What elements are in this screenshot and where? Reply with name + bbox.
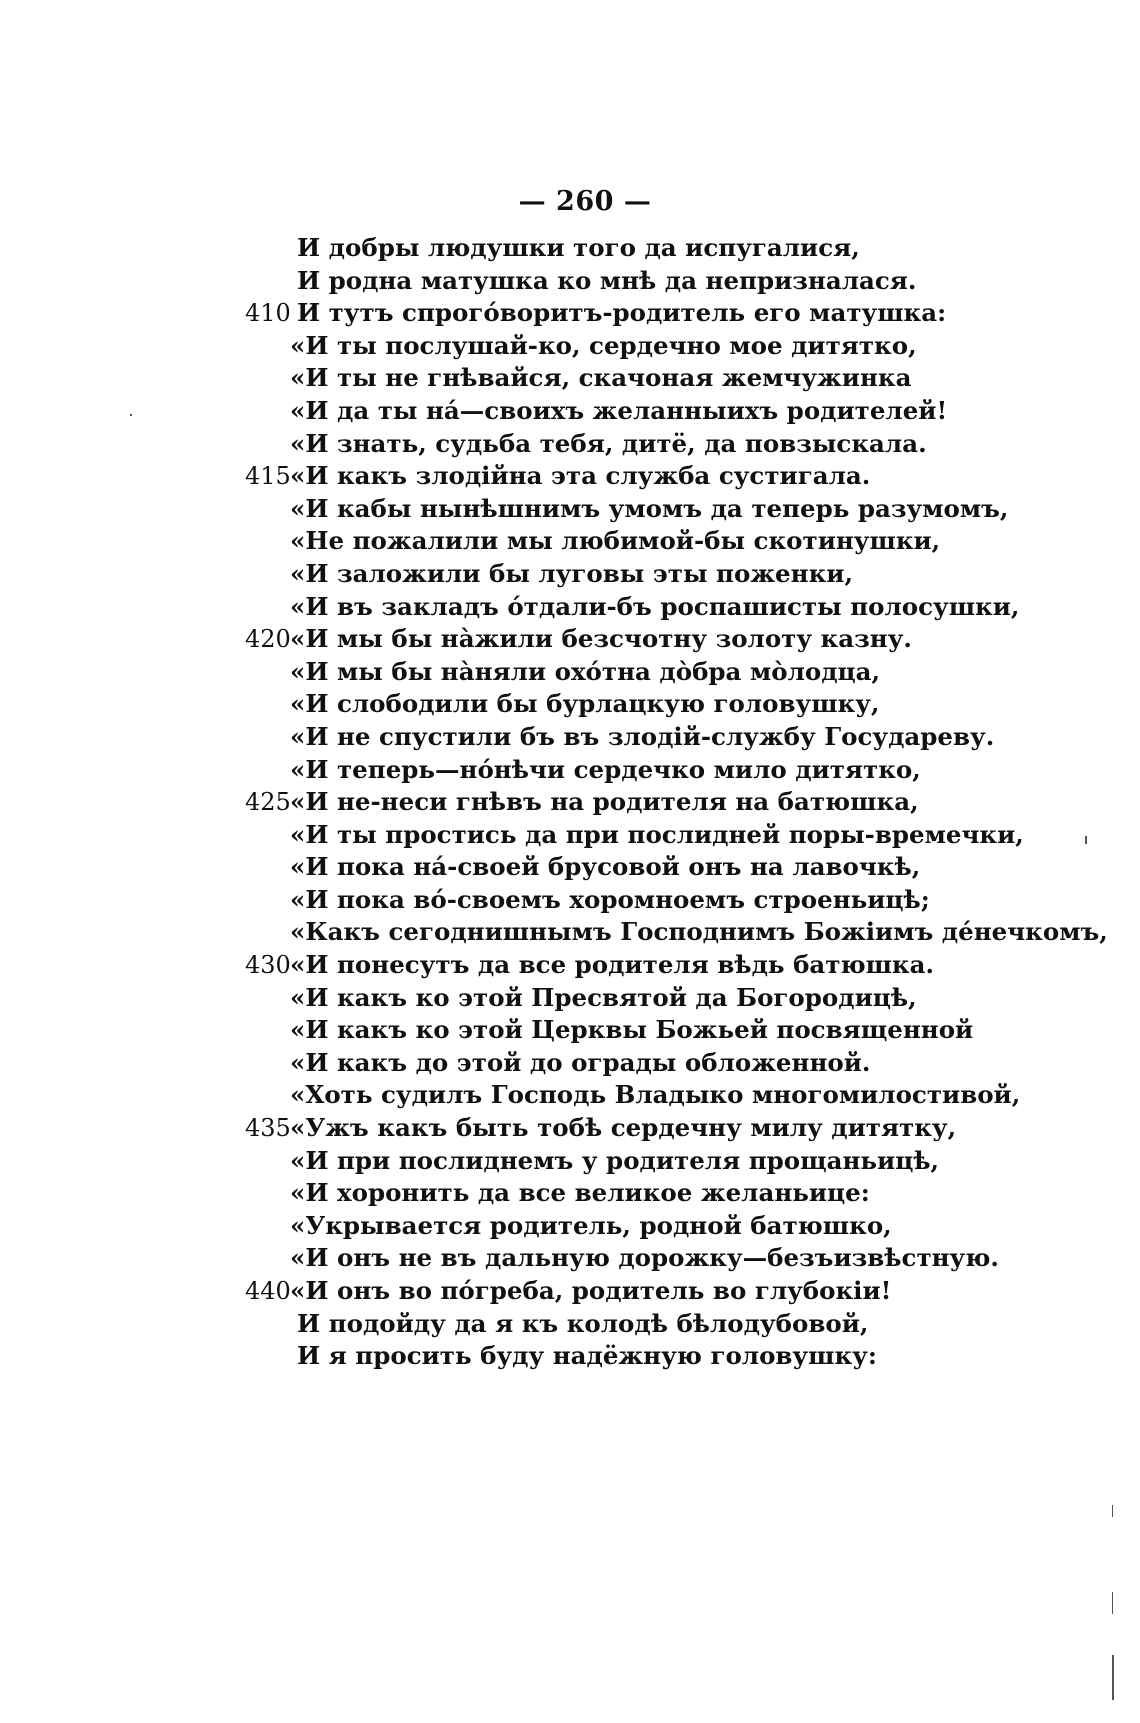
poem-line [245,754,1045,787]
line-text: «И понесутъ да все родителя вѣдь батюшка. [290,950,935,980]
line-text: «И да ты на́—своихъ желанныихъ родителей! [290,395,948,425]
poem-line [245,591,1045,624]
poem-line [245,525,1045,558]
poem-line [245,623,1045,656]
poem-line [245,1047,1045,1080]
poem-line [245,232,1045,265]
poem-line [245,428,1045,461]
poem-line [245,656,1045,689]
scan-mark [1112,1655,1114,1700]
line-text: «И мы бы на̀жили безсчотну золоту казну. [290,624,912,654]
poem-line [245,395,1045,428]
line-text: И подойду да я къ колодѣ бѣлодубовой, [297,1308,869,1338]
line-text: «И ты не гнѣвайся, скачоная жемчужинка [290,363,912,393]
poem-line [245,1014,1045,1047]
line-text: И добры людушки того да испугалися, [297,233,860,262]
poem-line [245,982,1045,1015]
poem-line [245,1112,1045,1145]
line-number: 420 [245,625,291,654]
line-text: И я просить буду надёжную головушку: [297,1341,877,1371]
line-text: «И хоронить да все великое желаньице: [290,1178,870,1208]
line-text: «И кабы нынѣшнимъ умомъ да теперь разумомъ, [290,493,1009,523]
line-text: «Ужъ какъ быть тобѣ сердечну милу дитятку, [290,1113,957,1143]
poem-line [245,265,1045,298]
line-text: И тутъ спрого́воритъ-родитель его матушка: [297,298,947,328]
scan-mark [1085,836,1087,844]
line-text: «И ты послушай-ко, сердечно мое дитятко, [290,330,917,360]
line-text: «И какъ ко этой Церквы Божьей посвященной [290,1015,974,1045]
line-text: «И ты простись да при послидней поры-времечки, [290,819,1024,849]
scan-mark [1112,1592,1113,1614]
line-text: «Укрывается родитель, родной батюшко, [290,1210,892,1240]
poem-line [245,1210,1045,1243]
line-text: «И какъ до этой до ограды обложенной. [290,1047,871,1077]
line-text: «И заложили бы лугoвы эты поженки, [290,558,853,588]
line-text: «И не спустили бъ въ злодій-службу Государеву. [290,721,995,751]
line-number: 425 [245,788,291,817]
poem-line [245,330,1045,363]
line-text: «И онъ не въ дальную дорожку—безъизвѣстную. [290,1243,999,1273]
line-number: 440 [245,1277,291,1305]
poem-line [245,1079,1045,1112]
line-text: И родна матушка ко мнѣ да непризналася. [297,265,917,295]
scan-mark [130,414,132,416]
line-text: «Не пожалили мы любимой-бы скотинушки, [290,526,941,556]
line-text: «И при послиднемъ у родителя прощаньицѣ, [290,1145,940,1175]
poem-text [245,232,1108,1373]
line-text: «И мы бы на̀няли охо́тна до̀бра мо̀лодца, [290,656,881,686]
poem-line [245,786,1045,819]
poem-line [245,819,1045,852]
scan-mark [1112,1505,1113,1517]
line-text: «И какъ злодійна эта служба сустигала. [290,461,871,491]
poem-line [245,558,1045,591]
poem-line [245,460,1045,493]
line-text: «И онъ во по́греба, родитель во глубокіи! [290,1276,892,1305]
poem-line [245,1308,1045,1341]
poem-line [245,1177,1045,1210]
poem-line [245,1145,1045,1178]
poem-line [245,916,1108,949]
poem-line [245,688,1045,721]
line-number: 410 [245,299,291,328]
line-text: «И пока во́-своемъ хоромноемъ строеньицѣ; [290,884,930,914]
line-text: «И теперь—но́нѣчи сердечко мило дитятко, [290,754,921,784]
poem-line [245,297,1045,330]
poem-line [245,362,1045,395]
line-text: «И слободили бы бурлацкую головушку, [290,689,880,719]
poem-line [245,949,1045,982]
line-text: «Хоть судилъ Господь Владыко многомилостивой, [290,1080,1021,1110]
poem-line [245,884,1045,917]
line-number: 435 [245,1114,291,1143]
line-text: «И знать, судьба тебя, дитё, да повзыскала. [290,428,927,458]
poem-line [245,851,1045,884]
poem-line [245,1275,1045,1308]
line-text: «И не-неси гнѣвъ на родителя на батюшка, [290,787,919,817]
poem-line [245,493,1045,526]
poem-line [245,1242,1045,1275]
line-text: «И въ закладъ о́тдали-бъ роспашисты полосушки, [290,591,1020,621]
line-text: «И какъ ко этой Пресвятой да Богородицѣ, [290,982,917,1012]
line-text: «Какъ сегоднишнымъ Господнимъ Божіимъ де́нечкомъ, [290,917,1108,947]
line-text: «И пока на́-своей брусовой онъ на лавочкѣ, [290,852,921,882]
poem-line [245,1340,1045,1373]
page-number: — 260 — [518,186,652,217]
line-number: 430 [245,951,291,980]
poem-line [245,721,1045,754]
line-number: 415 [245,462,291,491]
